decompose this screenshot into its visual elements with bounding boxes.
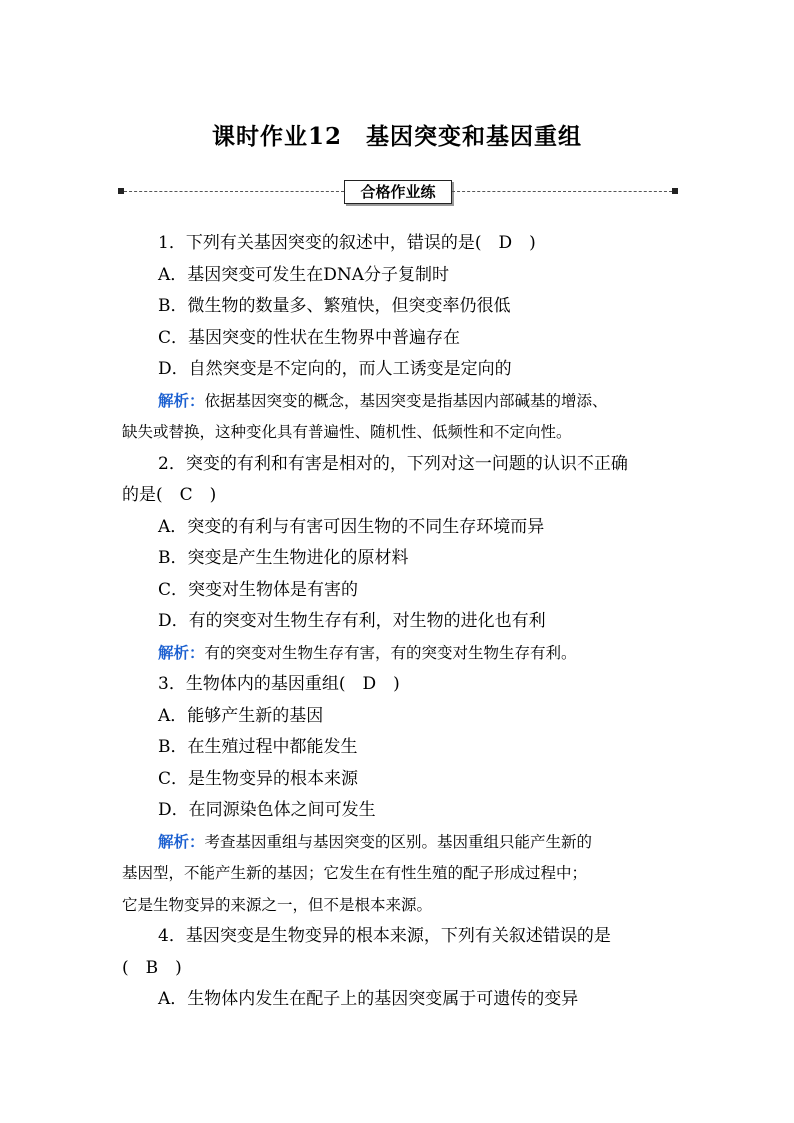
line-text: A．基因突变可发生在DNA分子复制时 <box>158 264 450 285</box>
question-line <box>122 291 678 323</box>
right-square-marker <box>672 188 678 194</box>
question-line <box>122 795 678 827</box>
line-text: A．突变的有利与有害可因生物的不同生存环境而异 <box>158 516 545 537</box>
line-text: ( B ) <box>122 957 182 978</box>
question-line <box>122 701 678 733</box>
line-text: B．微生物的数量多、繁殖快，但突变率仍很低 <box>158 296 511 316</box>
line-text: 有的突变对生物生存有害，有的突变对生物生存有利。 <box>204 643 577 662</box>
explanation-line-continued <box>122 417 678 449</box>
line-text: 2．突变的有利和有害是相对的，下列对这一问题的认识不正确 <box>158 453 628 474</box>
right-dashed-divider <box>452 191 672 192</box>
question-line <box>122 354 678 386</box>
line-text: D．自然突变是不定向的，而人工诱变是定向的 <box>158 359 512 379</box>
question-line <box>122 764 678 796</box>
line-text: 3．生物体内的基因重组( D ) <box>158 674 400 694</box>
explanation-label: 解析： <box>158 832 205 851</box>
line-text: B．在生殖过程中都能发生 <box>158 737 358 757</box>
explanation-label: 解析： <box>158 391 205 410</box>
line-text: C．基因突变的性状在生物界中普遍存在 <box>158 327 461 348</box>
question-line <box>122 984 678 1016</box>
line-text: C．突变对生物体是有害的 <box>158 579 359 600</box>
line-text: 的是( C ) <box>122 485 217 505</box>
line-text: 缺失或替换，这种变化具有普遍性、随机性、低频性和不定向性。 <box>122 423 572 441</box>
line-text: 基因型，不能产生新的基因；它发生在有性生殖的配子形成过程中； <box>122 864 588 882</box>
section-header-bar <box>118 180 678 204</box>
explanation-label: 解析： <box>158 643 205 662</box>
line-text: B．突变是产生生物进化的原材料 <box>158 548 409 568</box>
line-text: A．能够产生新的基因 <box>158 705 324 726</box>
line-text: D．在同源染色体之间可发生 <box>158 800 376 820</box>
line-text: 1．下列有关基因突变的叙述中，错误的是( D ) <box>158 233 536 253</box>
question-line <box>122 543 678 575</box>
question-line <box>122 732 678 764</box>
line-text: 4．基因突变是生物变异的根本来源，下列有关叙述错误的是 <box>158 926 611 946</box>
explanation-line <box>122 386 678 418</box>
line-text: 依据基因突变的概念，基因突变是指基因内部碱基的增添、 <box>204 391 608 410</box>
question-line-continued <box>122 953 678 985</box>
explanation-line-continued <box>122 890 678 922</box>
question-line <box>122 323 678 355</box>
page-title: 课时作业12 基因突变和基因重组 <box>211 123 582 150</box>
line-text: 它是生物变异的来源之一，但不是根本来源。 <box>122 895 433 914</box>
question-line <box>122 921 678 953</box>
explanation-line <box>122 827 678 859</box>
question-line-continued <box>122 480 678 512</box>
explanation-line <box>122 638 678 670</box>
section-label: 合格作业练 <box>344 180 452 204</box>
left-dashed-divider <box>124 191 344 192</box>
question-line <box>122 260 678 292</box>
question-line <box>122 449 678 481</box>
question-line <box>122 228 678 260</box>
question-line <box>122 512 678 544</box>
question-content <box>122 228 678 1016</box>
line-text: C．是生物变异的根本来源 <box>158 768 359 789</box>
line-text: D．有的突变对生物生存有利，对生物的进化也有利 <box>158 611 546 631</box>
line-text: 考查基因重组与基因突变的区别。基因重组只能产生新的 <box>204 832 593 851</box>
line-text: A．生物体内发生在配子上的基因突变属于可遗传的变异 <box>158 989 579 1009</box>
explanation-line-continued <box>122 858 678 890</box>
question-line <box>122 669 678 701</box>
question-line <box>122 575 678 607</box>
question-line <box>122 606 678 638</box>
